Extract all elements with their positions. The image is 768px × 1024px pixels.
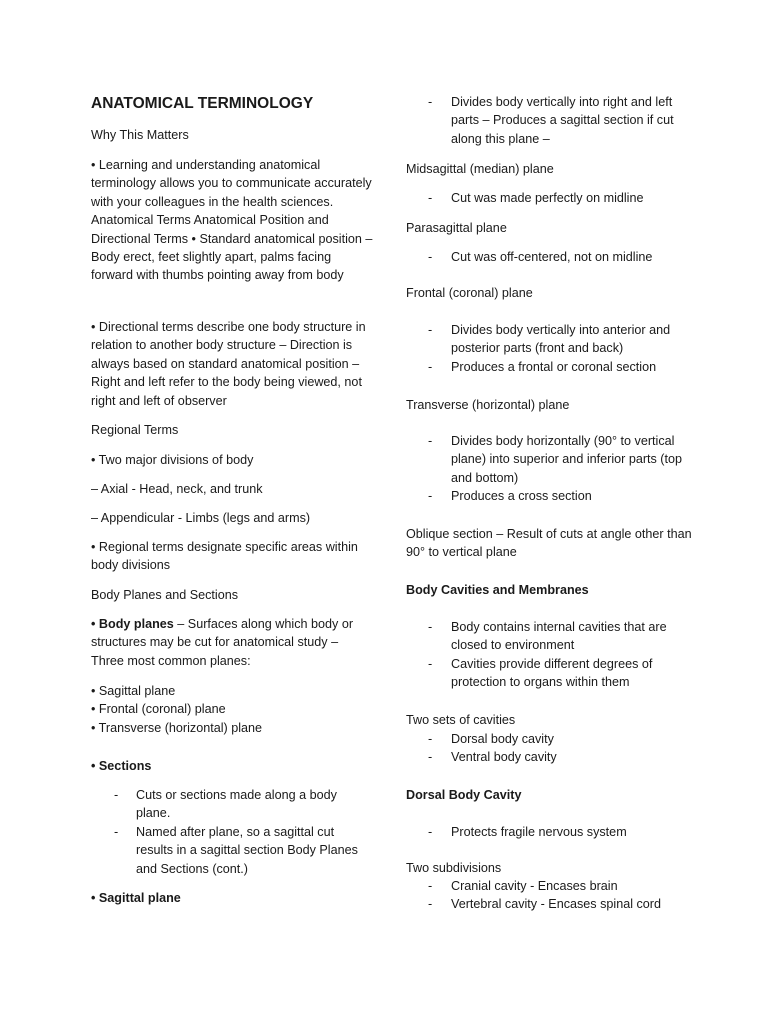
planes-sections-heading: Body Planes and Sections — [91, 588, 239, 602]
body-planes-paragraph — [91, 615, 373, 670]
frontal-heading: Frontal (coronal) plane — [406, 286, 533, 300]
list-item: - Named after plane, so a sagittal cut results in a sagittal section Body Planes and Sections (cont.) — [114, 824, 358, 876]
dash-bullet: - — [428, 825, 433, 839]
list-item: - Ventral body cavity — [406, 748, 696, 766]
two-sets-heading: Two sets of cavities — [406, 713, 516, 727]
list-item: - Protects fragile nervous system — [406, 823, 696, 841]
body-planes-term: • Body planes — [91, 617, 174, 631]
list-item: - Cut was off-centered, not on midline — [406, 248, 696, 266]
transverse-list — [406, 432, 696, 506]
dash-bullet: - — [114, 824, 119, 839]
plane-item-transverse: • Transverse (horizontal) plane — [91, 720, 263, 735]
appendicular-line: – Appendicular - Limbs (legs and arms) — [91, 511, 311, 525]
sagittal-plane-heading: • Sagittal plane — [91, 891, 181, 905]
list-item: - Produces a frontal or coronal section — [406, 358, 696, 376]
two-sets-list — [406, 730, 696, 767]
plane-item-sagittal: • Sagittal plane — [91, 684, 176, 698]
oblique-section-paragraph: Oblique section – Result of cuts at angle other than 90° to vertical plane — [406, 527, 692, 560]
two-major-divisions: • Two major divisions of body — [91, 453, 254, 467]
dash-bullet: - — [428, 879, 433, 893]
dash-bullet: - — [428, 323, 433, 337]
cavities-heading: Body Cavities and Membranes — [406, 583, 589, 597]
dash-bullet: - — [428, 95, 433, 109]
sections-list — [91, 786, 373, 878]
two-subdivisions-heading: Two subdivisions — [406, 861, 502, 875]
parasagittal-heading: Parasagittal plane — [406, 221, 507, 235]
why-heading: Why This Matters — [91, 128, 189, 142]
list-item: - Divides body vertically into right and left parts – Produces a sagittal section if cut along this plane – — [428, 95, 674, 146]
list-item: - Dorsal body cavity — [406, 730, 696, 748]
dash-bullet: - — [428, 489, 433, 504]
dash-bullet: - — [428, 191, 433, 205]
paragraph-anatomical-position: • Learning and understanding anatomical terminology allows you to communicate accurately with your colleagues in the health sciences. Anatomical Terms Anatomical Position and Directional Terms • Standard anatomical position – Body erect, feet slightly apart, palms facing forward with thumbs pointing away from body — [91, 158, 373, 283]
dash-bullet: - — [428, 750, 433, 765]
dash-bullet: - — [114, 788, 119, 802]
regional-designate-paragraph: • Regional terms designate specific areas within body divisions — [91, 540, 358, 573]
sections-heading: • Sections — [91, 759, 152, 773]
dash-bullet: - — [428, 656, 433, 671]
list-item: - Vertebral cavity - Encases spinal cord — [406, 895, 696, 913]
plane-item-frontal: • Frontal (coronal) plane — [91, 702, 226, 717]
midsagittal-list — [406, 189, 696, 207]
dash-bullet: - — [428, 897, 433, 912]
list-item: - Cranial cavity - Encases brain — [406, 877, 696, 895]
list-item: - Cuts or sections made along a body plane. — [114, 788, 337, 821]
body-planes-definition: – Surfaces along which body or structures may be cut for anatomical study – Three most common planes: — [91, 617, 354, 668]
list-item: - Divides body horizontally (90° to vertical plane) into superior and inferior parts (top and bottom) — [428, 434, 683, 485]
list-item: - Body contains internal cavities that are closed to environment — [428, 620, 667, 653]
list-item: - Produces a cross section — [406, 487, 696, 505]
parasagittal-list — [406, 248, 696, 266]
regional-terms-heading: Regional Terms — [91, 423, 179, 437]
frontal-list — [406, 321, 696, 376]
dash-bullet: - — [428, 732, 433, 746]
transverse-heading: Transverse (horizontal) plane — [406, 398, 570, 412]
axial-line: – Axial - Head, neck, and trunk — [91, 482, 263, 496]
sagittal-description-list — [406, 93, 696, 148]
list-item: - Cavities provide different degrees of protection to organs within them — [428, 656, 653, 690]
subdivisions-list — [406, 877, 696, 914]
dash-bullet: - — [428, 620, 433, 634]
page-title: ANATOMICAL TERMINOLOGY — [91, 95, 314, 112]
dorsal-list — [406, 823, 696, 841]
dorsal-heading: Dorsal Body Cavity — [406, 788, 522, 802]
dash-bullet: - — [428, 359, 433, 374]
list-item: - Cut was made perfectly on midline — [406, 189, 696, 207]
paragraph-directional-terms: • Directional terms describe one body structure in relation to another body structure – Direction is always based on standard anatomical position – Right and left refer to the body being viewed, not right and left of observer — [91, 320, 366, 408]
midsagittal-heading: Midsagittal (median) plane — [406, 162, 554, 176]
planes-list — [91, 682, 373, 737]
cavities-list — [406, 618, 696, 692]
list-item: - Divides body vertically into anterior and posterior parts (front and back) — [428, 323, 671, 356]
dash-bullet: - — [428, 434, 433, 448]
dash-bullet: - — [428, 250, 433, 264]
